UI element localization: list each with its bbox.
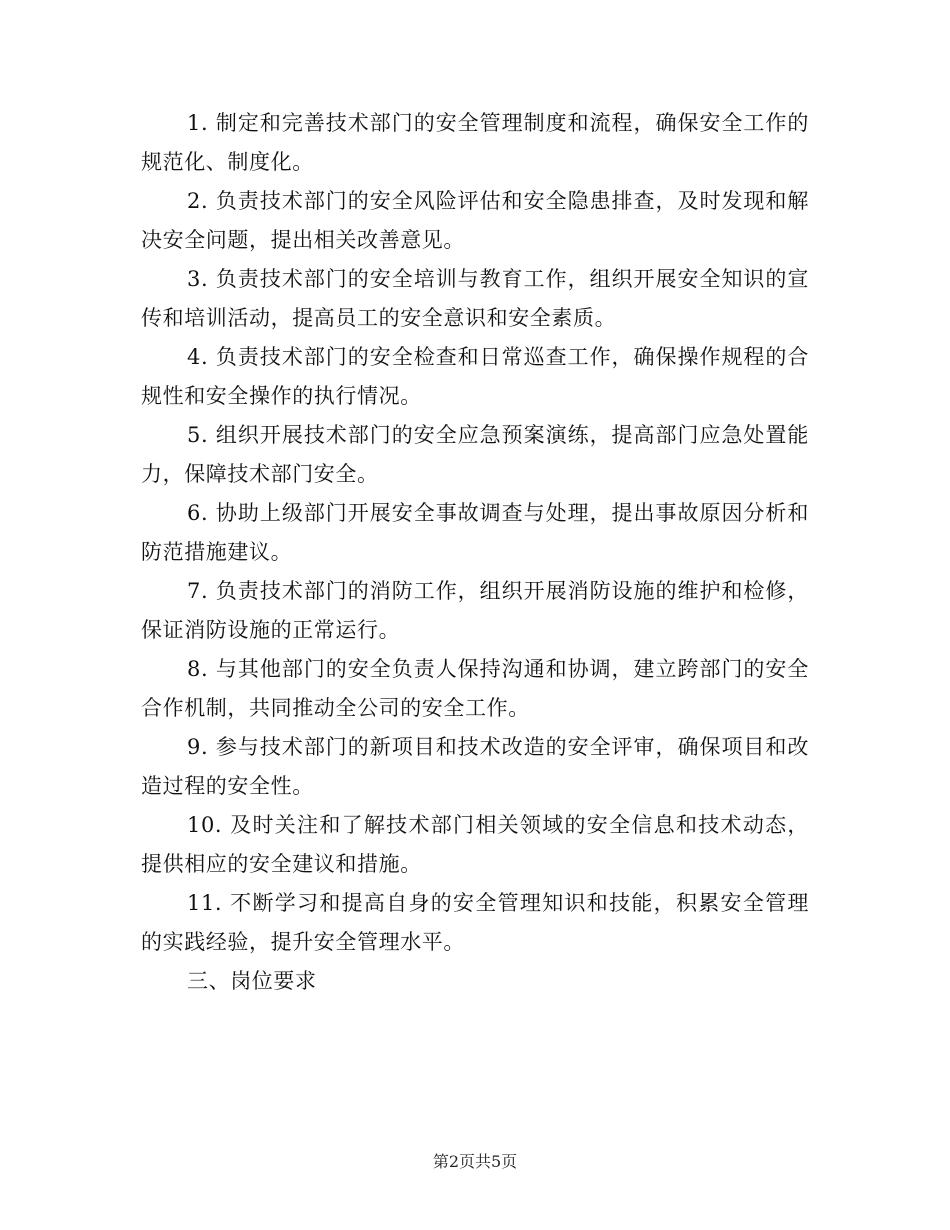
section-heading: 三、岗位要求: [187, 969, 317, 993]
duty-item-2: 2. 负责技术部门的安全风险评估和安全隐患排查，及时发现和解决安全问题，提出相关改善意见。: [141, 189, 809, 252]
page-number-footer: 第2页共5页: [432, 1152, 518, 1171]
document-body: [141, 104, 809, 1001]
duty-item-1: 1. 制定和完善技术部门的安全管理制度和流程，确保安全工作的规范化、制度化。: [141, 111, 809, 174]
duty-item-10: 10. 及时关注和了解技术部门相关领域的安全信息和技术动态，提供相应的安全建议和措施。: [141, 813, 809, 876]
duty-item-7: 7. 负责技术部门的消防工作，组织开展消防设施的维护和检修，保证消防设施的正常运行。: [141, 579, 809, 642]
duty-item-8: 8. 与其他部门的安全负责人保持沟通和协调，建立跨部门的安全合作机制，共同推动全公司的安全工作。: [141, 657, 809, 720]
duty-item-11: 11. 不断学习和提高自身的安全管理知识和技能，积累安全管理的实践经验，提升安全管理水平。: [141, 891, 809, 954]
duty-item-3: 3. 负责技术部门的安全培训与教育工作，组织开展安全知识的宣传和培训活动，提高员工的安全意识和安全素质。: [141, 267, 809, 330]
duty-item-5: 5. 组织开展技术部门的安全应急预案演练，提高部门应急处置能力，保障技术部门安全。: [141, 423, 809, 486]
duty-item-4: 4. 负责技术部门的安全检查和日常巡查工作，确保操作规程的合规性和安全操作的执行情况。: [141, 345, 809, 408]
duty-item-6: 6. 协助上级部门开展安全事故调查与处理，提出事故原因分析和防范措施建议。: [141, 501, 809, 564]
duty-item-9: 9. 参与技术部门的新项目和技术改造的安全评审，确保项目和改造过程的安全性。: [141, 735, 809, 798]
